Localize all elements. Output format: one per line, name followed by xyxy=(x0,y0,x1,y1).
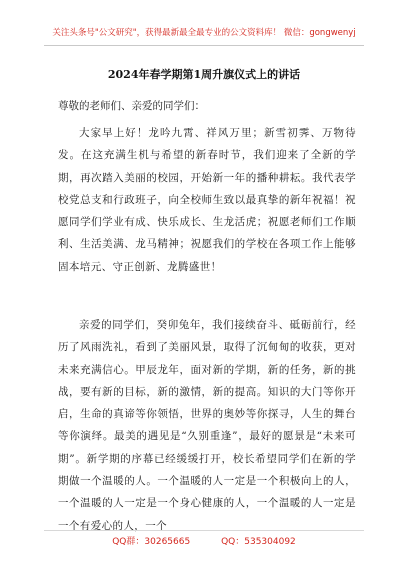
footer-qq: QQ：535304092 xyxy=(221,537,296,547)
footer-qq-group: QQ群：30265665 xyxy=(112,537,191,547)
paragraph-2: 亲爱的同学们，癸卯兔年，我们接续奋斗、砥砺前行，经历了风雨洗礼，看到了美丽风景，取得了沉甸甸的收获，更对未来充满信心。甲辰龙年，面对新的学期，新的任务，新的挑战，要有新的目标，新的激情，新的提高。知识的大门等你开启，生命的真谛等你领悟，世界的奥妙等你探寻，人生的舞台等你演绎。最美的遇见是“久别重逢”，最好的愿景是“未来可期”。新学期的序幕已经缓缓打开，校长希望同学们在新的学期做一个温暖的人。一个温暖的人一定是一个积极向上的人，一个温暖的人一定是一个身心健康的人，一个温暖的人一定是一个有爱心的人，一个 xyxy=(58,319,356,532)
salutation: 尊敬的老师们、亲爱的同学们： xyxy=(58,100,205,112)
paragraph-1: 大家早上好！龙吟九霄、祥风万里；新雪初霁、万物待发。在这充满生机与希望的新春时节，我们迎来了全新的学期，再次踏入美丽的校园，开始新一年的播种耕耘。我代表学校党总支和行政班子，向全校师生致以最真挚的新年祝福！祝愿同学们学业有成、快乐成长、生龙活虎；祝愿老师们工作顺利、生活美满、龙马精神；祝愿我们的学校在各项工作上能够固本培元、守正创新、龙腾盛世！ xyxy=(58,127,356,273)
header-divider xyxy=(44,45,364,46)
header-note: 关注头条号"公文研究"，获得最新最全最专业的公文资料库！ 微信：gongwenyj xyxy=(52,28,356,38)
footer xyxy=(0,534,408,547)
footer-divider xyxy=(44,530,364,531)
document-title: 2024年春学期第1周升旗仪式上的讲话 xyxy=(107,68,301,81)
